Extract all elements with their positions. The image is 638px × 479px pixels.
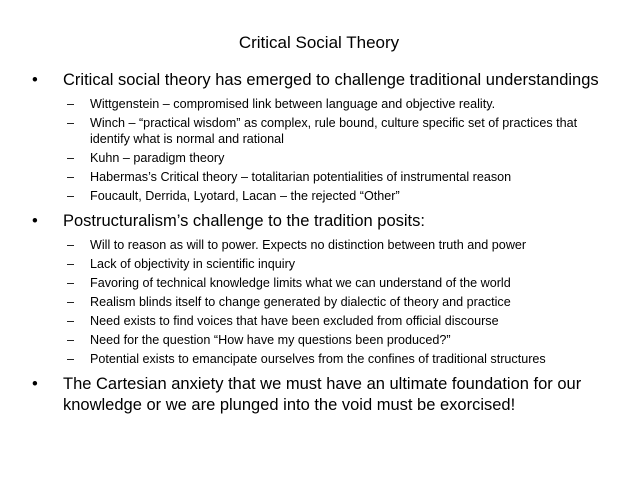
dash-icon: – <box>67 97 75 111</box>
sub-bullet-text: Foucault, Derrida, Lyotard, Lacan – the rejected “Other” <box>90 189 400 203</box>
dash-icon: – <box>67 189 75 203</box>
sub-bullet-item <box>30 294 620 310</box>
sub-bullet-text: Lack of objectivity in scientific inquiry <box>90 257 296 271</box>
sub-bullet-item <box>30 332 620 348</box>
dash-icon: – <box>67 333 75 347</box>
bullet-item <box>30 211 620 232</box>
bullet-item <box>30 70 620 91</box>
bullet-text: Critical social theory has emerged to challenge traditional understandings <box>63 71 599 89</box>
bullet-item <box>30 374 620 416</box>
sub-bullet-item <box>30 96 620 112</box>
sub-bullet-text: Potential exists to emancipate ourselves from the confines of traditional structures <box>90 352 546 366</box>
bullet-text: Postructuralism’s challenge to the tradition posits: <box>63 212 425 230</box>
sub-bullet-text: Wittgenstein – compromised link between language and objective reality. <box>90 97 496 111</box>
sub-bullet-text: Realism blinds itself to change generated by dialectic of theory and practice <box>90 295 511 309</box>
dash-icon: – <box>67 352 75 366</box>
sub-bullet-item <box>30 313 620 329</box>
sub-bullet-text: Need exists to find voices that have been excluded from official discourse <box>90 314 499 328</box>
slide-title: Critical Social Theory <box>238 33 400 52</box>
sub-bullet-item <box>30 188 620 204</box>
dash-icon: – <box>67 276 75 290</box>
sub-bullet-item <box>30 275 620 291</box>
sub-bullet-text: Will to reason as will to power. Expects no distinction between truth and power <box>90 238 527 252</box>
sub-bullet-list <box>30 237 620 367</box>
dash-icon: – <box>67 116 75 130</box>
sub-bullet-item <box>30 169 620 185</box>
sub-bullet-text: Favoring of technical knowledge limits what we can understand of the world <box>90 276 511 290</box>
dash-icon: – <box>67 238 75 252</box>
sub-bullet-item <box>30 256 620 272</box>
sub-bullet-text: Kuhn – paradigm theory <box>90 151 225 165</box>
dash-icon: – <box>67 314 75 328</box>
sub-bullet-text: Winch – “practical wisdom” as complex, rule bound, culture specific set of practices that identify what is normal and rational <box>90 116 578 146</box>
dash-icon: – <box>67 151 75 165</box>
sub-bullet-item <box>30 351 620 367</box>
bullet-text: The Cartesian anxiety that we must have an ultimate foundation for our knowledge or we are plunged into the void must be exorcised! <box>63 375 582 414</box>
sub-bullet-item <box>30 237 620 253</box>
bullet-icon: • <box>32 375 38 393</box>
sub-bullet-text: Need for the question “How have my questions been produced?” <box>90 333 451 347</box>
bullet-icon: • <box>32 212 38 230</box>
sub-bullet-text: Habermas’s Critical theory – totalitarian potentialities of instrumental reason <box>90 170 512 184</box>
bullet-icon: • <box>32 71 38 89</box>
dash-icon: – <box>67 170 75 184</box>
sub-bullet-item <box>30 115 620 147</box>
dash-icon: – <box>67 257 75 271</box>
dash-icon: – <box>67 295 75 309</box>
sub-bullet-item <box>30 150 620 166</box>
sub-bullet-list <box>30 96 620 204</box>
slide-content <box>30 70 620 416</box>
